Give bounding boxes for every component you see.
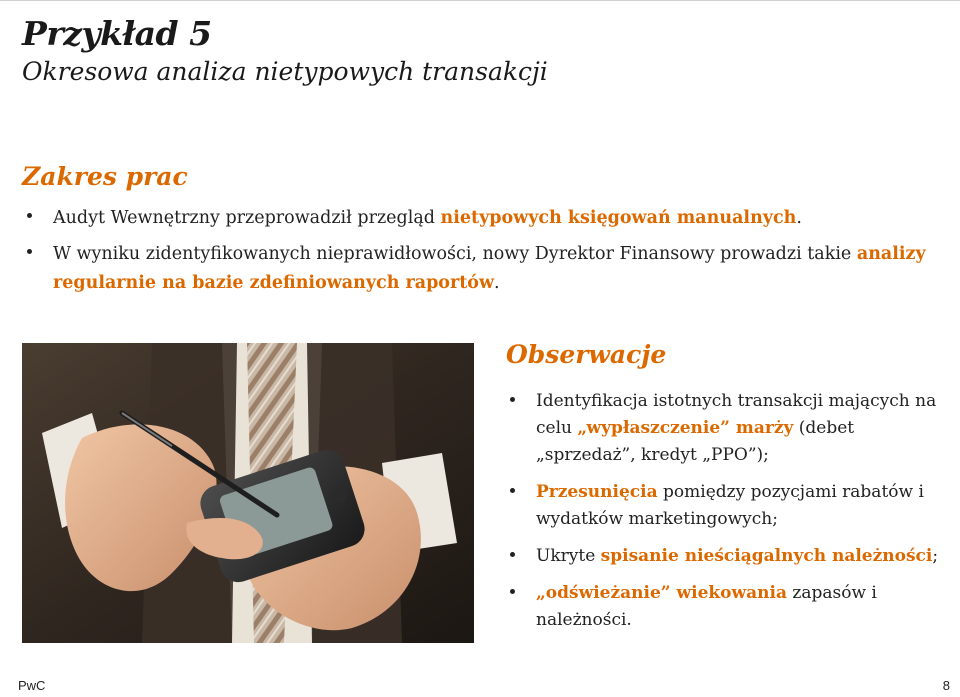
bullet-dot bbox=[27, 213, 32, 218]
scope-bullet bbox=[53, 240, 933, 298]
observations-list bbox=[536, 388, 956, 634]
slide-subtitle: Okresowa analiza nietypowych transakcji bbox=[22, 57, 548, 86]
bullet-text-end: zapasów i należności. bbox=[536, 583, 877, 630]
bullet-text-end: (debet „sprzedaż”, kredyt „PPO”); bbox=[536, 418, 855, 465]
scope-list bbox=[53, 204, 933, 298]
bullet-highlight: spisanie nieściągalnych należności bbox=[600, 546, 933, 566]
bullet-text-end: . bbox=[494, 273, 500, 293]
top-rule bbox=[0, 0, 960, 1]
footer-brand: PwC bbox=[18, 678, 46, 693]
slide-title: Przykład 5 bbox=[22, 14, 212, 53]
bullet-text: Identyfikacja istotnych transakcji mających na celu bbox=[536, 391, 937, 438]
bullet-highlight: Przesunięcia bbox=[536, 482, 658, 502]
bullet-text: Audyt Wewnętrzny przeprowadził przegląd bbox=[53, 208, 441, 228]
bullet-dot bbox=[510, 552, 515, 557]
observations-heading: Obserwacje bbox=[506, 340, 667, 369]
observation-bullet bbox=[536, 580, 956, 634]
scope-heading: Zakres prac bbox=[22, 162, 188, 191]
observation-bullet bbox=[536, 543, 956, 570]
bullet-highlight: „wypłaszczenie” marży bbox=[577, 418, 794, 438]
bullet-text: W wyniku zidentyfikowanych nieprawidłowości, nowy Dyrektor Finansowy prowadzi takie bbox=[53, 244, 857, 264]
observation-bullet bbox=[536, 388, 956, 469]
bullet-text: Ukryte bbox=[536, 546, 601, 566]
bullet-dot bbox=[27, 249, 32, 254]
bullet-dot bbox=[510, 397, 515, 402]
bullet-dot bbox=[510, 488, 515, 493]
bullet-highlight: nietypowych księgowań manualnych bbox=[440, 208, 797, 228]
bullet-dot bbox=[510, 589, 515, 594]
scope-bullet bbox=[53, 204, 933, 233]
bullet-text-end: . bbox=[796, 208, 802, 228]
hands-with-pda-stylus-photo bbox=[22, 343, 474, 643]
page-number: 8 bbox=[942, 678, 950, 693]
bullet-text-end: ; bbox=[932, 546, 939, 566]
bullet-highlight: analizy regularnie na bazie zdefiniowanych raportów bbox=[53, 244, 926, 293]
pda-photo bbox=[22, 343, 474, 643]
observation-bullet bbox=[536, 479, 956, 533]
bullet-highlight: „odświeżanie” wiekowania bbox=[536, 583, 787, 603]
bullet-text-end: pomiędzy pozycjami rabatów i wydatków marketingowych; bbox=[536, 482, 924, 529]
